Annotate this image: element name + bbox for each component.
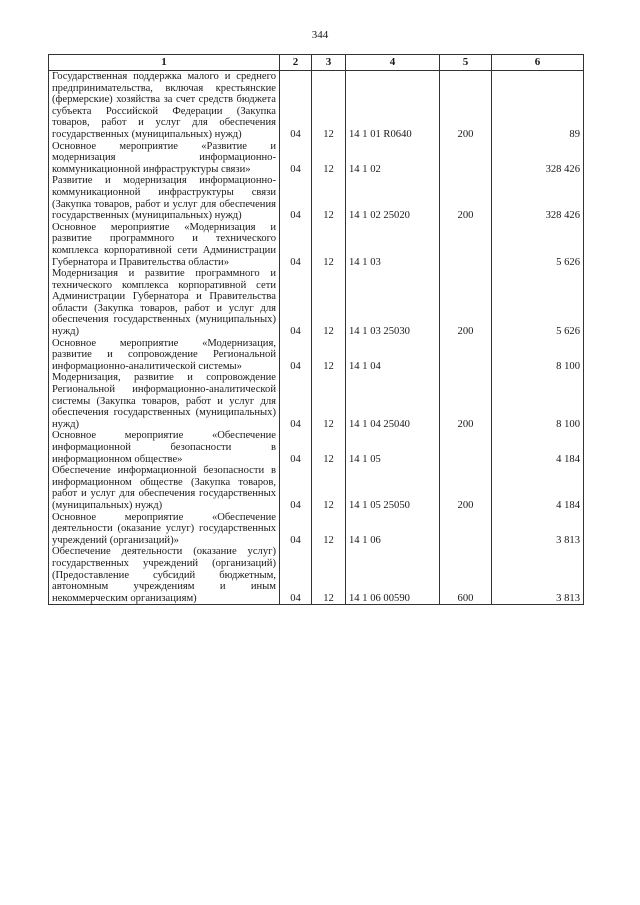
column-header: 4 (346, 55, 440, 71)
row-name: Основное мероприятие «Обеспечение информационной безопасности в информационном обществе» (49, 430, 280, 465)
row-name: Развитие и модернизация информационно-коммуникационной инфраструктуры связи (Закупка товаров, работ и услуг для обеспечения государственных (муниципальных) нужд) (49, 175, 280, 221)
section-code: 04 (280, 268, 312, 338)
subsection-code: 12 (312, 141, 346, 176)
table-row (49, 546, 584, 604)
table-row (49, 430, 584, 465)
subsection-code: 12 (312, 268, 346, 338)
subsection-code: 12 (312, 222, 346, 268)
subsection-code: 12 (312, 512, 346, 547)
amount: 5 626 (492, 222, 584, 268)
amount: 3 813 (492, 512, 584, 547)
expense-type-code (440, 338, 492, 373)
row-name: Обеспечение информационной безопасности в информационном обществе (Закупка товаров, работ и услуг для обеспечения государственных (муниципальных) нужд) (49, 465, 280, 511)
target-article-code: 14 1 02 (346, 141, 440, 176)
section-code: 04 (280, 338, 312, 373)
amount: 8 100 (492, 372, 584, 430)
subsection-code: 12 (312, 465, 346, 511)
table-row (49, 175, 584, 221)
amount: 5 626 (492, 268, 584, 338)
subsection-code: 12 (312, 175, 346, 221)
target-article-code: 14 1 05 25050 (346, 465, 440, 511)
section-code: 04 (280, 430, 312, 465)
table-row (49, 71, 584, 141)
expense-type-code: 200 (440, 175, 492, 221)
budget-table (48, 54, 584, 605)
table-row (49, 512, 584, 547)
expense-type-code (440, 512, 492, 547)
target-article-code: 14 1 04 (346, 338, 440, 373)
subsection-code: 12 (312, 430, 346, 465)
page-number: 344 (311, 29, 329, 41)
amount: 4 184 (492, 430, 584, 465)
table-header-row (49, 55, 584, 71)
expense-type-code (440, 141, 492, 176)
amount: 8 100 (492, 338, 584, 373)
table-row (49, 372, 584, 430)
column-header: 1 (49, 55, 280, 71)
section-code: 04 (280, 512, 312, 547)
expense-type-code: 200 (440, 465, 492, 511)
section-code: 04 (280, 372, 312, 430)
section-code: 04 (280, 71, 312, 141)
row-name: Основное мероприятие «Модернизация, развитие и сопровождение Региональной информационно-аналитической системы» (49, 338, 280, 373)
row-name: Основное мероприятие «Обеспечение деятельности (оказание услуг) государственных учреждений (организаций)» (49, 512, 280, 547)
table-row (49, 222, 584, 268)
subsection-code: 12 (312, 71, 346, 141)
row-name: Основное мероприятие «Модернизация и развитие программного и технического комплекса корпоративной сети Администрации Губернатора и Правительства области» (49, 222, 280, 268)
expense-type-code: 200 (440, 372, 492, 430)
expense-type-code (440, 222, 492, 268)
row-name: Обеспечение деятельности (оказание услуг) государственных учреждений (организаций) (Предоставление субсидий бюджетным, автономным учреждениям и иным некоммерческим организациям) (49, 546, 280, 604)
expense-type-code: 200 (440, 71, 492, 141)
amount: 4 184 (492, 465, 584, 511)
table-row (49, 338, 584, 373)
target-article-code: 14 1 03 25030 (346, 268, 440, 338)
row-name: Модернизация и развитие программного и технического комплекса корпоративной сети Администрации Губернатора и Правительства области (Закупка товаров, работ и услуг для обеспечения государственных (муниципальных) нужд) (49, 268, 280, 338)
column-header: 2 (280, 55, 312, 71)
target-article-code: 14 1 03 (346, 222, 440, 268)
amount: 89 (492, 71, 584, 141)
table-row (49, 141, 584, 176)
column-header: 3 (312, 55, 346, 71)
section-code: 04 (280, 175, 312, 221)
row-name: Государственная поддержка малого и среднего предпринимательства, включая крестьянские (фермерские) хозяйства за счет средств бюджета субъекта Российской Федерации (Закупка товаров, работ и услуг для обеспечения государственных (муниципальных) нужд) (49, 71, 280, 141)
target-article-code: 14 1 02 25020 (346, 175, 440, 221)
section-code: 04 (280, 465, 312, 511)
subsection-code: 12 (312, 372, 346, 430)
target-article-code: 14 1 04 25040 (346, 372, 440, 430)
column-header: 5 (440, 55, 492, 71)
column-header: 6 (492, 55, 584, 71)
amount: 328 426 (492, 141, 584, 176)
target-article-code: 14 1 05 (346, 430, 440, 465)
amount: 328 426 (492, 175, 584, 221)
expense-type-code (440, 430, 492, 465)
section-code: 04 (280, 546, 312, 604)
subsection-code: 12 (312, 546, 346, 604)
target-article-code: 14 1 06 (346, 512, 440, 547)
target-article-code: 14 1 01 R0640 (346, 71, 440, 141)
expense-type-code: 200 (440, 268, 492, 338)
row-name: Модернизация, развитие и сопровождение Региональной информационно-аналитической системы (Закупка товаров, работ и услуг для обеспечения государственных (муниципальных) нужд) (49, 372, 280, 430)
section-code: 04 (280, 222, 312, 268)
target-article-code: 14 1 06 00590 (346, 546, 440, 604)
expense-type-code: 600 (440, 546, 492, 604)
table-row (49, 465, 584, 511)
subsection-code: 12 (312, 338, 346, 373)
table-row (49, 268, 584, 338)
section-code: 04 (280, 141, 312, 176)
amount: 3 813 (492, 546, 584, 604)
row-name: Основное мероприятие «Развитие и модернизация информационно-коммуникационной инфраструктуры связи» (49, 141, 280, 176)
